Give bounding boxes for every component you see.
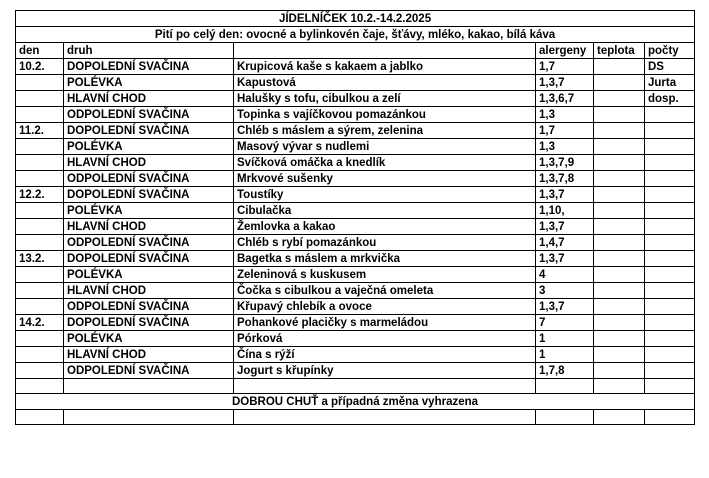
row-dish: Pórková [234,331,536,347]
table-row [16,219,695,235]
row-dish: Topinka s vajíčkovou pomazánkou [234,107,536,123]
table-row [16,283,695,299]
row-count: Jurta [645,75,695,91]
row-allergens: 1,3,7,8 [536,171,594,187]
row-temperature [594,219,645,235]
blank-row [16,379,695,394]
row-temperature [594,171,645,187]
row-dish: Mrkvové sušenky [234,171,536,187]
row-count [645,123,695,139]
row-count [645,331,695,347]
header-teplota: teplota [594,43,645,59]
table-row [16,139,695,155]
row-day [16,235,64,251]
row-count [645,107,695,123]
table-row [16,315,695,331]
row-type: POLÉVKA [64,139,234,155]
row-allergens: 1,7,8 [536,363,594,379]
row-temperature [594,267,645,283]
row-day: 12.2. [16,187,64,203]
row-count: DS [645,59,695,75]
row-dish: Toustíky [234,187,536,203]
row-day [16,299,64,315]
title-row [16,11,695,27]
row-dish: Jogurt s křupínky [234,363,536,379]
row-count [645,267,695,283]
row-allergens: 3 [536,283,594,299]
row-dish: Chléb s rybí pomazánkou [234,235,536,251]
row-type: ODPOLEDNÍ SVAČINA [64,363,234,379]
row-temperature [594,123,645,139]
row-day [16,155,64,171]
table-row [16,91,695,107]
row-count [645,347,695,363]
row-allergens: 1,10, [536,203,594,219]
row-dish: Čína s rýží [234,347,536,363]
row-type: DOPOLEDNÍ SVAČINA [64,315,234,331]
table-row [16,59,695,75]
row-allergens: 1,7 [536,123,594,139]
row-count [645,299,695,315]
row-type: ODPOLEDNÍ SVAČINA [64,235,234,251]
row-type: POLÉVKA [64,267,234,283]
row-type: HLAVNÍ CHOD [64,155,234,171]
table-row [16,235,695,251]
row-dish: Masový vývar s nudlemi [234,139,536,155]
row-count [645,315,695,331]
row-day [16,363,64,379]
row-type: HLAVNÍ CHOD [64,283,234,299]
row-allergens: 1,3,7 [536,299,594,315]
row-count [645,171,695,187]
row-count [645,235,695,251]
row-dish: Svíčková omáčka a knedlík [234,155,536,171]
row-dish: Bagetka s máslem a mrkvička [234,251,536,267]
row-count [645,139,695,155]
table-row [16,171,695,187]
row-type: POLÉVKA [64,75,234,91]
header-druh: druh [64,43,234,59]
row-count [645,187,695,203]
row-day: 11.2. [16,123,64,139]
row-allergens: 1 [536,347,594,363]
menu-title: JÍDELNÍČEK 10.2.-14.2.2025 [16,11,695,27]
row-allergens: 1,3 [536,107,594,123]
table-row [16,187,695,203]
blank-cell [645,379,695,394]
table-row [16,299,695,315]
table-row [16,251,695,267]
row-temperature [594,235,645,251]
row-temperature [594,139,645,155]
row-temperature [594,107,645,123]
row-temperature [594,75,645,91]
blank-cell [536,410,594,425]
row-day [16,91,64,107]
drinks-row [16,27,695,43]
blank-cell [594,379,645,394]
table-row [16,347,695,363]
row-allergens: 1,3,7 [536,251,594,267]
table-row [16,123,695,139]
row-day [16,347,64,363]
row-type: DOPOLEDNÍ SVAČINA [64,251,234,267]
row-type: HLAVNÍ CHOD [64,91,234,107]
row-day [16,283,64,299]
header-alergeny: alergeny [536,43,594,59]
row-allergens: 1,3,7 [536,219,594,235]
row-day [16,139,64,155]
row-temperature [594,315,645,331]
row-type: ODPOLEDNÍ SVAČINA [64,107,234,123]
row-count [645,203,695,219]
blank-row [16,410,695,425]
row-type: DOPOLEDNÍ SVAČINA [64,123,234,139]
row-temperature [594,347,645,363]
row-type: ODPOLEDNÍ SVAČINA [64,171,234,187]
header-empty [234,43,536,59]
row-temperature [594,91,645,107]
row-count [645,219,695,235]
row-allergens: 4 [536,267,594,283]
row-day [16,331,64,347]
blank-cell [234,379,536,394]
row-day [16,75,64,91]
blank-cell [234,410,536,425]
row-allergens: 1,3,7 [536,187,594,203]
row-type: DOPOLEDNÍ SVAČINA [64,59,234,75]
header-den: den [16,43,64,59]
blank-cell [64,410,234,425]
row-dish: Halušky s tofu, cibulkou a zelí [234,91,536,107]
row-type: POLÉVKA [64,203,234,219]
row-dish: Kapustová [234,75,536,91]
row-day [16,171,64,187]
row-temperature [594,203,645,219]
row-dish: Krupicová kaše s kakaem a jablko [234,59,536,75]
row-count: dosp. [645,91,695,107]
row-dish: Čočka s cibulkou a vaječná omeleta [234,283,536,299]
row-day [16,219,64,235]
row-type: DOPOLEDNÍ SVAČINA [64,187,234,203]
row-dish: Chléb s máslem a sýrem, zelenina [234,123,536,139]
table-row [16,363,695,379]
row-temperature [594,251,645,267]
row-temperature [594,331,645,347]
row-temperature [594,363,645,379]
row-allergens: 1 [536,331,594,347]
row-dish: Cibulačka [234,203,536,219]
table-row [16,203,695,219]
footer-row [16,394,695,410]
blank-cell [16,410,64,425]
row-dish: Pohankové placičky s marmeládou [234,315,536,331]
row-count [645,283,695,299]
row-allergens: 1,3,7,9 [536,155,594,171]
row-day: 13.2. [16,251,64,267]
row-allergens: 1,3 [536,139,594,155]
row-temperature [594,155,645,171]
row-allergens: 7 [536,315,594,331]
row-dish: Křupavý chlebík a ovoce [234,299,536,315]
blank-cell [594,410,645,425]
row-type: POLÉVKA [64,331,234,347]
row-count [645,251,695,267]
header-pocty: počty [645,43,695,59]
row-day [16,267,64,283]
blank-cell [64,379,234,394]
row-dish: Zeleninová s kuskusem [234,267,536,283]
row-temperature [594,283,645,299]
footer-note: DOBROU CHUŤ a případná změna vyhrazena [16,394,695,410]
table-row [16,107,695,123]
row-allergens: 1,4,7 [536,235,594,251]
row-type: ODPOLEDNÍ SVAČINA [64,299,234,315]
menu-table [15,10,695,425]
table-row [16,267,695,283]
table-row [16,331,695,347]
row-type: HLAVNÍ CHOD [64,347,234,363]
row-day: 14.2. [16,315,64,331]
row-count [645,155,695,171]
row-temperature [594,187,645,203]
table-row [16,155,695,171]
drinks-note: Pití po celý den: ovocné a bylinkovén čaje, šťávy, mléko, kakao, bílá káva [16,27,695,43]
blank-cell [16,379,64,394]
row-allergens: 1,7 [536,59,594,75]
row-allergens: 1,3,7 [536,75,594,91]
row-dish: Žemlovka a kakao [234,219,536,235]
blank-cell [536,379,594,394]
row-temperature [594,299,645,315]
row-day: 10.2. [16,59,64,75]
row-day [16,107,64,123]
row-allergens: 1,3,6,7 [536,91,594,107]
row-count [645,363,695,379]
blank-cell [645,410,695,425]
header-row [16,43,695,59]
table-row [16,75,695,91]
row-type: HLAVNÍ CHOD [64,219,234,235]
row-temperature [594,59,645,75]
row-day [16,203,64,219]
